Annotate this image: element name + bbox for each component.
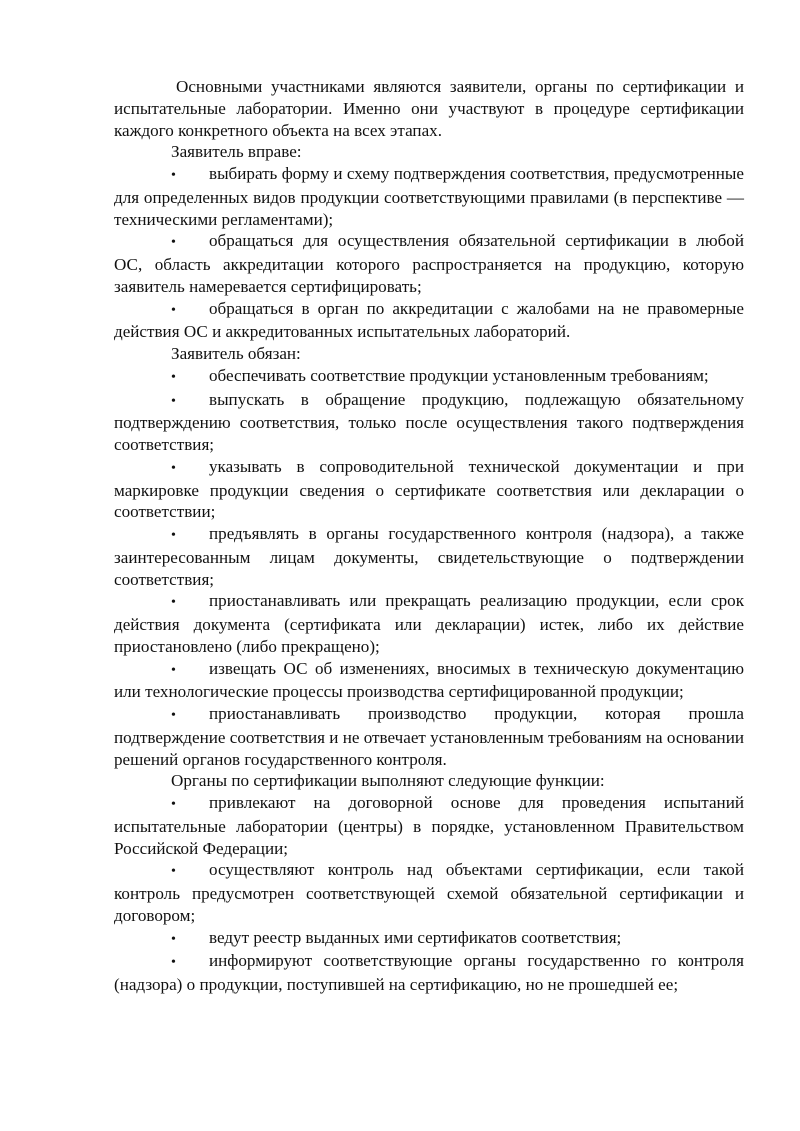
- list-item: [114, 950, 744, 996]
- bullet-icon: •: [171, 931, 176, 947]
- list-item: [114, 703, 744, 770]
- list-item: [114, 389, 744, 456]
- bullet-icon: •: [171, 460, 176, 476]
- list-item-text: указывать в сопроводительной технической документации и при маркировке продукции сведения о сертификате соответствия или декларации о соответствии;: [114, 456, 744, 522]
- document-page: [114, 76, 744, 996]
- bullet-icon: •: [171, 302, 176, 318]
- duties-heading: Заявитель обязан:: [171, 344, 301, 363]
- list-item-text: обращаться для осуществления обязательной сертификации в любой ОС, область аккредитации которого распространяется на продукцию, которую заявитель намеревается сертифицировать;: [114, 231, 744, 296]
- list-item-text: привлекают на договорной основе для проведения испытаний испытательные лаборатории (центры) в порядке, установленном Правительством Российской Федерации;: [114, 793, 744, 858]
- list-item-text: выпускать в обращение продукцию, подлежащую обязательному подтверждению соответствия, только после осуществления такого подтверждения соответствия;: [114, 389, 744, 454]
- list-item: [114, 590, 744, 657]
- list-item-text: ведут реестр выданных ими сертификатов соответствия;: [209, 927, 622, 947]
- list-item-text: приостанавливать или прекращать реализацию продукции, если срок действия документа (сертификата или декларации) истек, либо их действие приостановлено (либо прекращено);: [114, 591, 744, 656]
- list-item: [114, 298, 744, 344]
- list-item-text: обращаться в орган по аккредитации с жалобами на не правомерные действия ОС и аккредитованных испытательных лабораторий.: [114, 298, 744, 342]
- bullet-icon: •: [171, 235, 176, 251]
- functions-list: [114, 792, 744, 996]
- list-item: [114, 658, 744, 704]
- bullet-icon: •: [171, 393, 176, 409]
- list-item-text: обеспечивать соответствие продукции установленным требованиям;: [209, 365, 709, 385]
- bullet-icon: •: [171, 168, 176, 183]
- list-item: [114, 859, 744, 926]
- list-item-text: выбирать форму и схему подтверждения соответствия, предусмотренные для определенных видов продукции соответствующими правилами (в перспективе — техническими регламентами);: [114, 164, 744, 229]
- list-item-text: извещать ОС об изменениях, вносимых в техническую документацию или технологические процессы производства сертифицированной продукции;: [114, 658, 744, 702]
- bullet-icon: •: [171, 369, 176, 385]
- rights-heading: Заявитель вправе:: [171, 142, 302, 162]
- intro-paragraph: Основными участниками являются заявители, органы по сертификации и испытательные лаборатории. Именно они участвуют в процедуре сертификации каждого конкретного объекта на всех этапах.: [114, 77, 744, 140]
- list-item-text: предъявлять в органы государственного контроля (надзора), а также заинтересованным лицам документы, свидетельствующие о подтверждении соответствия;: [114, 524, 744, 589]
- bullet-icon: •: [171, 864, 176, 880]
- list-item: [114, 456, 744, 523]
- bullet-icon: •: [171, 955, 176, 971]
- list-item: [114, 792, 744, 859]
- list-item: [114, 163, 744, 230]
- bullet-icon: •: [171, 595, 176, 611]
- list-item-text: информируют соответствующие органы государственно го контроля (надзора) о продукции, поступившей на сертификацию, но не прошедшей ее;: [114, 951, 744, 994]
- bullet-icon: •: [171, 708, 176, 723]
- rights-list: [114, 163, 744, 343]
- list-item: [114, 927, 744, 951]
- bullet-icon: •: [171, 528, 176, 543]
- list-item-text: осуществляют контроль над объектами сертификации, если такой контроль предусмотрен соответствующей схемой обязательной сертификации и договором;: [114, 860, 744, 925]
- list-item: [114, 365, 744, 389]
- bullet-icon: •: [171, 797, 176, 812]
- list-item: [114, 523, 744, 590]
- list-item: [114, 230, 744, 297]
- list-item-text: приостанавливать производство продукции, которая прошла подтверждение соответствия и не отвечает установленным требованиям на основании решений органов государственного контроля.: [114, 704, 744, 769]
- bullet-icon: •: [171, 662, 176, 678]
- functions-heading: Органы по сертификации выполняют следующие функции:: [171, 771, 605, 791]
- duties-list: [114, 365, 744, 771]
